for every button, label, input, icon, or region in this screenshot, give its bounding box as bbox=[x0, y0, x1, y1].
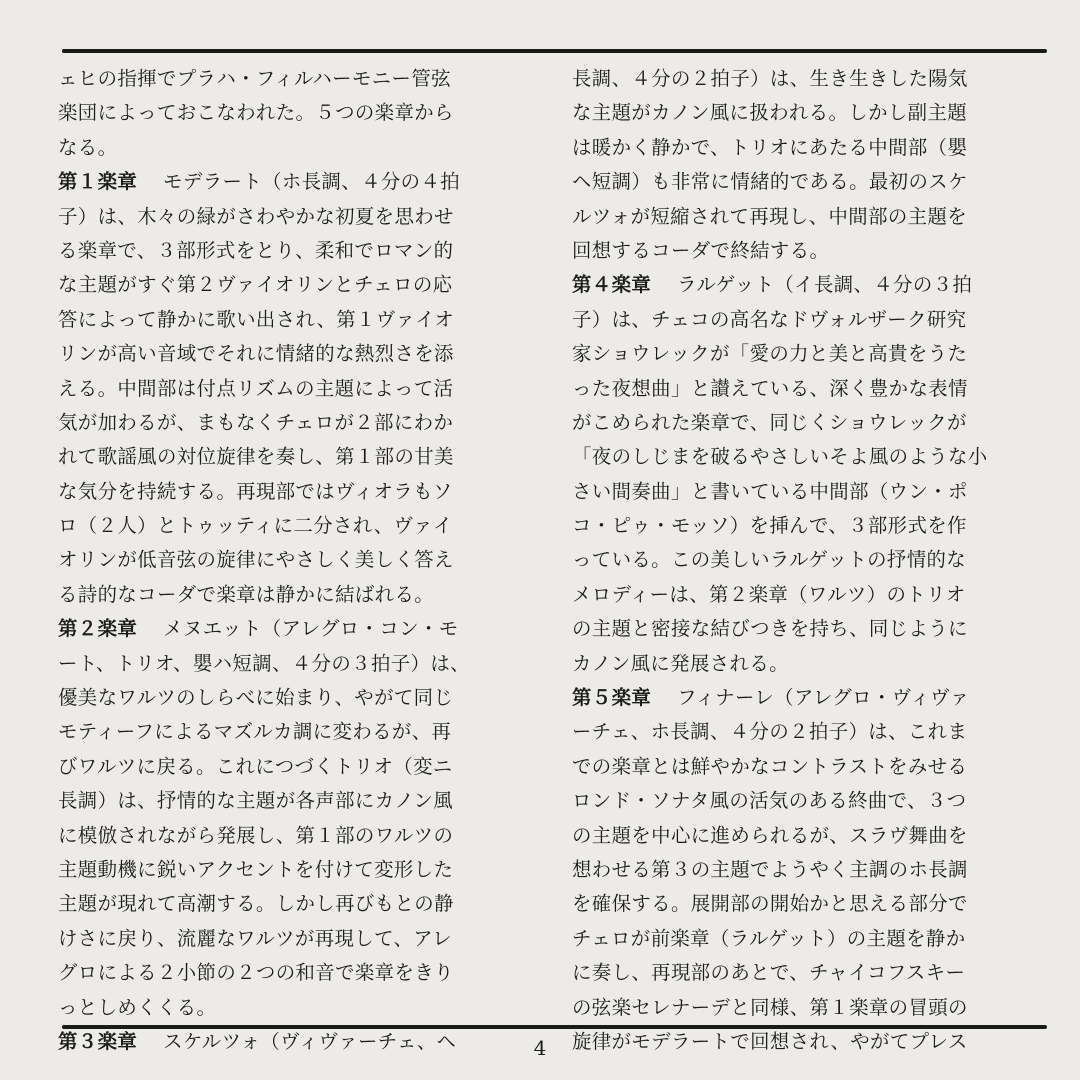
text-line bbox=[58, 372, 528, 406]
line-text: がこめられた楽章で、同じくショウレックが bbox=[572, 410, 967, 434]
line-text: モティーフによるマズルカ調に変わるが、再 bbox=[58, 720, 452, 744]
line-text: ロ（２人）とトゥッティに二分され、ヴァイ bbox=[58, 514, 453, 538]
text-line bbox=[572, 96, 1050, 130]
line-text: メヌエット（アレグロ・コン・モ bbox=[163, 617, 459, 641]
line-text: メロディーは、第２楽章（ワルツ）のトリオ bbox=[572, 582, 966, 606]
line-text: なる。 bbox=[58, 135, 118, 159]
line-text: 回想するコーダで終結する。 bbox=[572, 238, 830, 262]
text-line bbox=[572, 62, 1050, 96]
text-line bbox=[58, 475, 528, 509]
line-text: の主題と密接な結びつきを持ち、同じように bbox=[572, 617, 968, 641]
text-line bbox=[572, 543, 1050, 577]
text-line bbox=[58, 956, 528, 990]
left-column bbox=[58, 62, 528, 1059]
text-line bbox=[572, 578, 1050, 612]
line-text: びワルツに戻る。これにつづくトリオ（変ニ bbox=[58, 754, 453, 778]
line-text: ラルゲット（イ長調、４分の３拍 bbox=[677, 273, 973, 297]
text-line bbox=[58, 991, 528, 1025]
text-line bbox=[572, 440, 1050, 474]
text-line bbox=[572, 715, 1050, 749]
text-line bbox=[58, 819, 528, 853]
line-text: モデラート（ホ長調、４分の４拍 bbox=[163, 170, 461, 194]
line-text: ルツォが短縮されて再現し、中間部の主題を bbox=[572, 204, 968, 228]
movement-heading: 第３楽章 bbox=[58, 1029, 138, 1053]
text-line bbox=[572, 165, 1050, 199]
line-text: 想わせる第３の主題でようやく主調のホ長調 bbox=[572, 857, 968, 881]
text-line bbox=[572, 200, 1050, 234]
movement-heading: 第１楽章 bbox=[58, 170, 138, 194]
line-text: っている。この美しいラルゲットの抒情的な bbox=[572, 548, 967, 572]
line-text: える。中間部は付点リズムの主題によって活 bbox=[58, 376, 454, 400]
line-text: れて歌謡風の対位旋律を奏し、第１部の甘美 bbox=[58, 445, 454, 469]
line-text: 旋律がモデラートで回想され、やがてプレス bbox=[572, 1029, 968, 1053]
line-text: 長調）は、抒情的な主題が各声部にカノン風 bbox=[58, 789, 454, 813]
line-text: 気が加わるが、まもなくチェロが２部にわか bbox=[58, 410, 454, 434]
text-line bbox=[58, 131, 528, 165]
line-text: な主題がすぐ第２ヴァイオリンとチェロの応 bbox=[58, 273, 453, 297]
line-text: 家ショウレックが「愛の力と美と高貴をうた bbox=[572, 342, 968, 366]
line-text: フィナーレ（アレグロ・ヴィヴァ bbox=[677, 686, 970, 710]
line-text: スケルツォ（ヴィヴァーチェ、ヘ bbox=[163, 1029, 457, 1053]
movement-heading: 第５楽章 bbox=[572, 686, 652, 710]
line-text: を確保する。展開部の開始かと思える部分で bbox=[572, 892, 968, 916]
text-line bbox=[58, 887, 528, 921]
text-line bbox=[58, 612, 528, 646]
line-text: な主題がカノン風に扱われる。しかし副主題 bbox=[572, 101, 968, 125]
page-number: 4 bbox=[533, 1036, 547, 1060]
text-line bbox=[58, 62, 528, 96]
line-text: ェヒの指揮でプラハ・フィルハーモニー管弦 bbox=[58, 67, 451, 90]
text-line bbox=[58, 853, 528, 887]
line-text: 「夜のしじまを破るやさしいそよ風のような小 bbox=[572, 445, 988, 469]
text-line bbox=[572, 956, 1050, 990]
text-line bbox=[572, 268, 1050, 302]
bottom-rule bbox=[62, 1025, 1047, 1029]
line-text: は暖かく静かで、トリオにあたる中間部（嬰 bbox=[572, 135, 968, 159]
text-line bbox=[572, 131, 1050, 165]
line-text: 楽団によっておこなわれた。５つの楽章から bbox=[58, 101, 454, 125]
text-line bbox=[572, 853, 1050, 887]
text-line bbox=[572, 750, 1050, 784]
line-text: カノン風に発展される。 bbox=[572, 651, 789, 675]
line-text: ロンド・ソナタ風の活気のある終曲で、３つ bbox=[572, 789, 967, 813]
line-text: った夜想曲」と讃えている、深く豊かな表情 bbox=[572, 376, 968, 400]
line-text: コ・ピゥ・モッソ）を挿んで、３部形式を作 bbox=[572, 514, 967, 538]
text-line bbox=[58, 234, 528, 268]
text-line bbox=[572, 819, 1050, 853]
text-line bbox=[58, 406, 528, 440]
text-line bbox=[572, 922, 1050, 956]
line-text: っとしめくくる。 bbox=[58, 995, 217, 1019]
text-line bbox=[58, 647, 528, 681]
text-line bbox=[58, 543, 528, 577]
text-line bbox=[58, 509, 528, 543]
line-text: 子）は、木々の緑がさわやかな初夏を思わせ bbox=[58, 204, 454, 228]
line-text: 子）は、チェコの高名なドヴォルザーク研究 bbox=[572, 307, 967, 331]
line-text: 主題が現れて高潮する。しかし再びもとの静 bbox=[58, 892, 454, 916]
line-text: 長調、４分の２拍子）は、生き生きした陽気 bbox=[572, 67, 968, 90]
text-line bbox=[572, 991, 1050, 1025]
line-text: さい間奏曲」と書いている中間部（ウン・ポ bbox=[572, 479, 968, 503]
line-text: ヘ短調）も非常に情緒的である。最初のスケ bbox=[572, 170, 968, 194]
line-text: に模倣されながら発展し、第１部のワルツの bbox=[58, 823, 454, 847]
right-column bbox=[572, 62, 1050, 1059]
movement-heading: 第４楽章 bbox=[572, 273, 652, 297]
line-text: な気分を持続する。再現部ではヴィオラもソ bbox=[58, 479, 453, 503]
line-text: る詩的なコーダで楽章は静かに結ばれる。 bbox=[58, 582, 435, 606]
line-text: 優美なワルツのしらべに始まり、やがて同じ bbox=[58, 686, 454, 710]
text-line bbox=[572, 406, 1050, 440]
text-line bbox=[58, 715, 528, 749]
line-text: リンが高い音域でそれに情緒的な熱烈さを添 bbox=[58, 342, 454, 366]
text-line bbox=[572, 612, 1050, 646]
text-line bbox=[572, 303, 1050, 337]
line-text: オリンが低音弦の旋律にやさしく美しく答え bbox=[58, 548, 454, 572]
text-line bbox=[572, 234, 1050, 268]
text-line bbox=[58, 165, 528, 199]
text-line bbox=[58, 303, 528, 337]
text-line bbox=[58, 922, 528, 956]
text-line bbox=[58, 440, 528, 474]
text-line bbox=[58, 200, 528, 234]
line-text: チェロが前楽章（ラルゲット）の主題を静か bbox=[572, 926, 966, 950]
text-line bbox=[572, 475, 1050, 509]
line-text: ーチェ、ホ長調、４分の２拍子）は、これま bbox=[572, 720, 968, 744]
text-line bbox=[58, 337, 528, 371]
text-line bbox=[572, 337, 1050, 371]
text-line bbox=[58, 784, 528, 818]
line-text: 答によって静かに歌い出され、第１ヴァイオ bbox=[58, 307, 455, 331]
text-line bbox=[572, 887, 1050, 921]
line-text: る楽章で、３部形式をとり、柔和でロマン的 bbox=[58, 238, 454, 262]
text-line bbox=[572, 784, 1050, 818]
text-line bbox=[572, 681, 1050, 715]
line-text: グロによる２小節の２つの和音で楽章をきり bbox=[58, 961, 454, 985]
text-line bbox=[572, 372, 1050, 406]
line-text: の弦楽セレナーデと同様、第１楽章の冒頭の bbox=[572, 995, 968, 1019]
text-line bbox=[58, 578, 528, 612]
text-line bbox=[58, 96, 528, 130]
line-text: ート、トリオ、嬰ハ短調、４分の３拍子）は、 bbox=[58, 651, 470, 675]
line-text: に奏し、再現部のあとで、チャイコフスキー bbox=[572, 961, 966, 985]
text-line bbox=[58, 268, 528, 302]
line-text: 主題動機に鋭いアクセントを付けて変形した bbox=[58, 857, 454, 881]
text-line bbox=[572, 509, 1050, 543]
line-text: の主題を中心に進められるが、スラヴ舞曲を bbox=[572, 823, 968, 847]
line-text: けさに戻り、流麗なワルツが再現して、アレ bbox=[58, 926, 453, 950]
movement-heading: 第２楽章 bbox=[58, 617, 138, 641]
line-text: での楽章とは鮮やかなコントラストをみせる bbox=[572, 754, 968, 778]
top-rule bbox=[62, 49, 1047, 53]
text-line bbox=[572, 647, 1050, 681]
text-line bbox=[58, 681, 528, 715]
text-line bbox=[58, 750, 528, 784]
